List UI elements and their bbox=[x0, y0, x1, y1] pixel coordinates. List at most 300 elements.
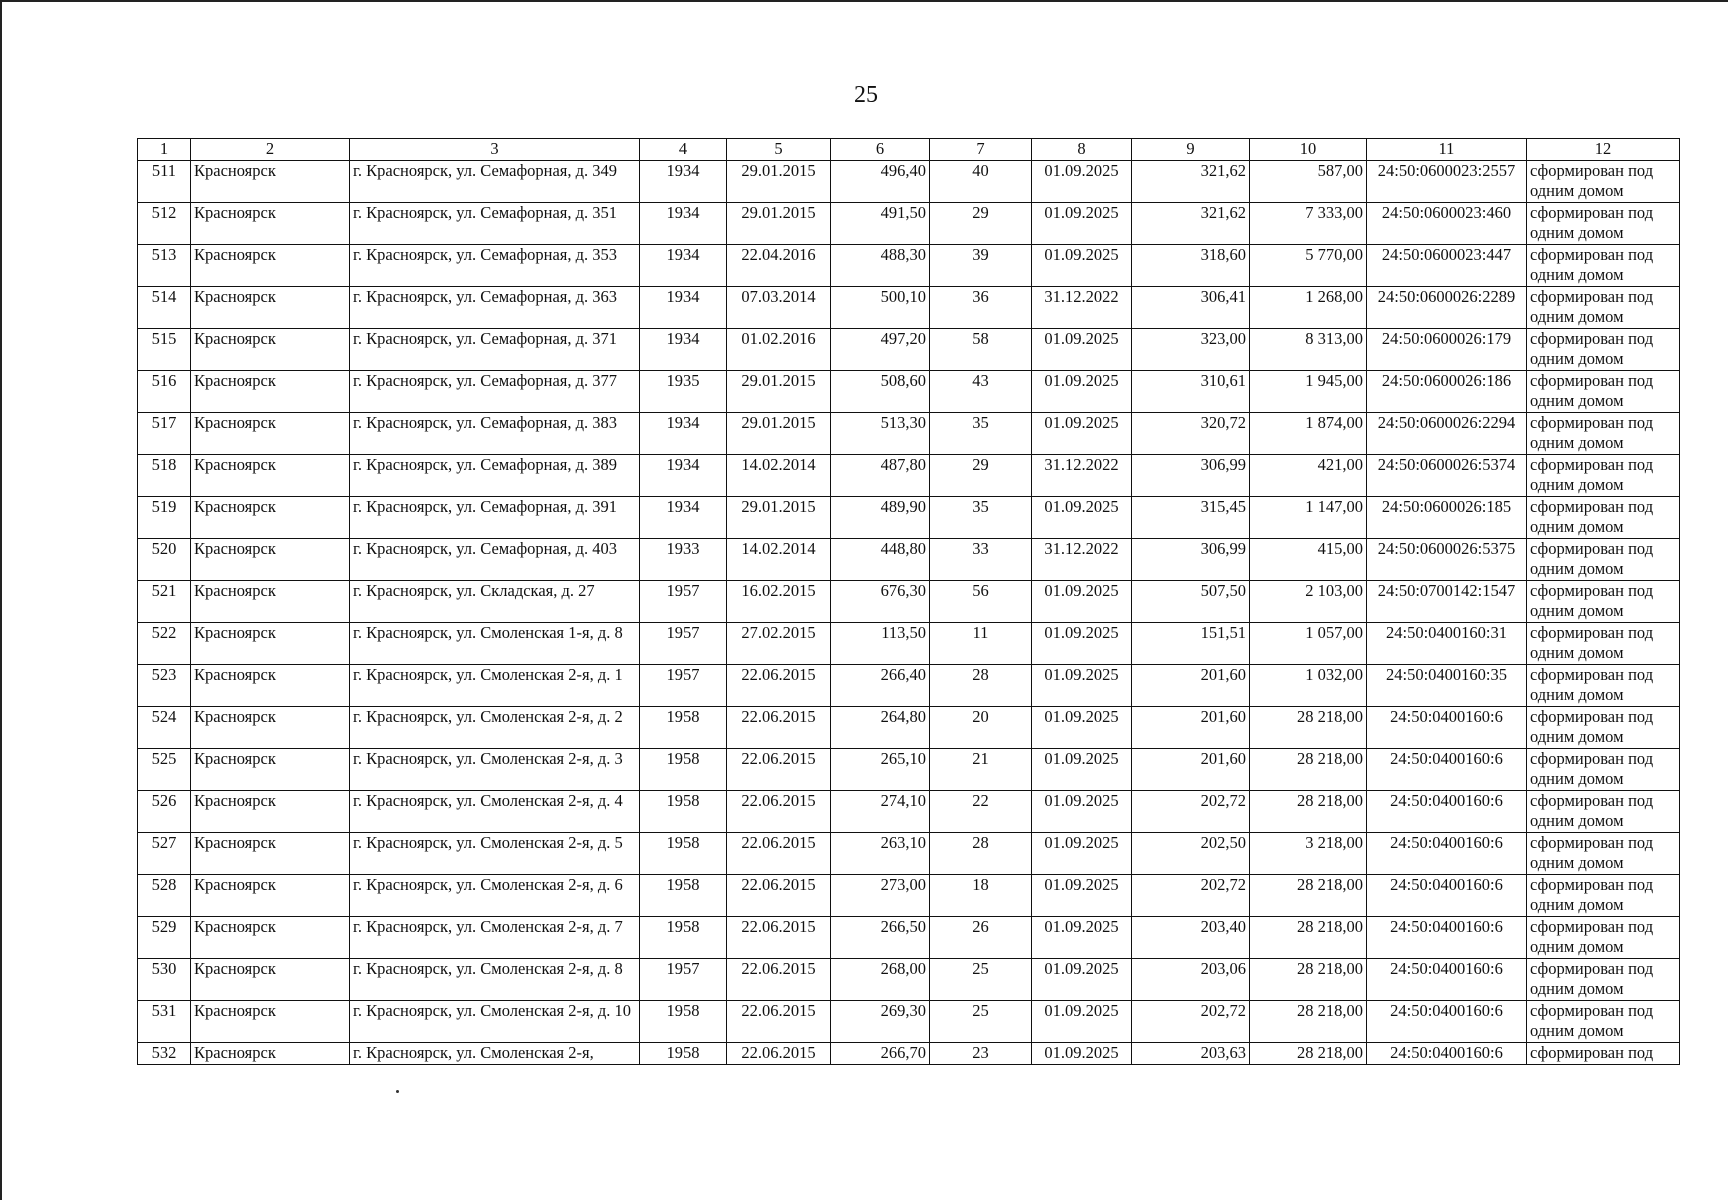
table-row bbox=[138, 371, 1680, 413]
column-8-cell: 01.09.2025 bbox=[1032, 707, 1132, 749]
status-cell: сформирован под одним домом bbox=[1527, 581, 1680, 623]
area-cell: 113,50 bbox=[831, 623, 930, 665]
area-cell: 676,30 bbox=[831, 581, 930, 623]
column-7-cell: 26 bbox=[930, 917, 1032, 959]
table-row bbox=[138, 875, 1680, 917]
status-cell: сформирован под одним домом bbox=[1527, 875, 1680, 917]
status-cell: сформирован под одним домом bbox=[1527, 245, 1680, 287]
row-number: 517 bbox=[138, 413, 191, 455]
area-cell: 263,10 bbox=[831, 833, 930, 875]
column-10-cell: 7 333,00 bbox=[1250, 203, 1367, 245]
area-cell: 265,10 bbox=[831, 749, 930, 791]
column-7-cell: 58 bbox=[930, 329, 1032, 371]
area-cell: 269,30 bbox=[831, 1001, 930, 1043]
address-cell: г. Красноярск, ул. Смоленская 2-я, bbox=[350, 1043, 640, 1065]
column-header: 4 bbox=[640, 139, 727, 161]
area-cell: 487,80 bbox=[831, 455, 930, 497]
date-cell: 22.04.2016 bbox=[727, 245, 831, 287]
table-row bbox=[138, 665, 1680, 707]
column-7-cell: 36 bbox=[930, 287, 1032, 329]
address-cell: г. Красноярск, ул. Семафорная, д. 377 bbox=[350, 371, 640, 413]
year-cell: 1934 bbox=[640, 497, 727, 539]
column-9-cell: 202,72 bbox=[1132, 1001, 1250, 1043]
area-cell: 488,30 bbox=[831, 245, 930, 287]
column-10-cell: 415,00 bbox=[1250, 539, 1367, 581]
date-cell: 27.02.2015 bbox=[727, 623, 831, 665]
date-cell: 16.02.2015 bbox=[727, 581, 831, 623]
column-header: 7 bbox=[930, 139, 1032, 161]
header-row bbox=[138, 139, 1680, 161]
address-cell: г. Красноярск, ул. Смоленская 2-я, д. 8 bbox=[350, 959, 640, 1001]
status-cell: сформирован под одним домом bbox=[1527, 1001, 1680, 1043]
city-cell: Красноярск bbox=[191, 287, 350, 329]
column-9-cell: 321,62 bbox=[1132, 203, 1250, 245]
column-10-cell: 1 874,00 bbox=[1250, 413, 1367, 455]
column-9-cell: 201,60 bbox=[1132, 707, 1250, 749]
cadastral-number-cell: 24:50:0400160:6 bbox=[1367, 875, 1527, 917]
area-cell: 273,00 bbox=[831, 875, 930, 917]
column-8-cell: 01.09.2025 bbox=[1032, 665, 1132, 707]
column-9-cell: 323,00 bbox=[1132, 329, 1250, 371]
column-10-cell: 421,00 bbox=[1250, 455, 1367, 497]
row-number: 514 bbox=[138, 287, 191, 329]
row-number: 518 bbox=[138, 455, 191, 497]
column-7-cell: 40 bbox=[930, 161, 1032, 203]
address-cell: г. Красноярск, ул. Семафорная, д. 353 bbox=[350, 245, 640, 287]
city-cell: Красноярск bbox=[191, 833, 350, 875]
address-cell: г. Красноярск, ул. Смоленская 2-я, д. 2 bbox=[350, 707, 640, 749]
table-row bbox=[138, 161, 1680, 203]
city-cell: Красноярск bbox=[191, 581, 350, 623]
column-8-cell: 01.09.2025 bbox=[1032, 833, 1132, 875]
cadastral-number-cell: 24:50:0400160:31 bbox=[1367, 623, 1527, 665]
column-header: 1 bbox=[138, 139, 191, 161]
column-7-cell: 56 bbox=[930, 581, 1032, 623]
year-cell: 1958 bbox=[640, 875, 727, 917]
date-cell: 22.06.2015 bbox=[727, 959, 831, 1001]
area-cell: 268,00 bbox=[831, 959, 930, 1001]
row-number: 522 bbox=[138, 623, 191, 665]
column-8-cell: 31.12.2022 bbox=[1032, 455, 1132, 497]
date-cell: 29.01.2015 bbox=[727, 497, 831, 539]
date-cell: 07.03.2014 bbox=[727, 287, 831, 329]
city-cell: Красноярск bbox=[191, 245, 350, 287]
column-9-cell: 306,41 bbox=[1132, 287, 1250, 329]
row-number: 513 bbox=[138, 245, 191, 287]
cadastral-number-cell: 24:50:0400160:35 bbox=[1367, 665, 1527, 707]
registry-table bbox=[137, 138, 1680, 1065]
column-8-cell: 01.09.2025 bbox=[1032, 581, 1132, 623]
column-header: 9 bbox=[1132, 139, 1250, 161]
table-row bbox=[138, 581, 1680, 623]
column-8-cell: 01.09.2025 bbox=[1032, 203, 1132, 245]
column-10-cell: 28 218,00 bbox=[1250, 1043, 1367, 1065]
column-10-cell: 1 147,00 bbox=[1250, 497, 1367, 539]
year-cell: 1958 bbox=[640, 791, 727, 833]
date-cell: 14.02.2014 bbox=[727, 539, 831, 581]
area-cell: 266,50 bbox=[831, 917, 930, 959]
row-number: 511 bbox=[138, 161, 191, 203]
cadastral-number-cell: 24:50:0600026:2294 bbox=[1367, 413, 1527, 455]
address-cell: г. Красноярск, ул. Складская, д. 27 bbox=[350, 581, 640, 623]
year-cell: 1957 bbox=[640, 581, 727, 623]
column-10-cell: 28 218,00 bbox=[1250, 917, 1367, 959]
cadastral-number-cell: 24:50:0700142:1547 bbox=[1367, 581, 1527, 623]
date-cell: 22.06.2015 bbox=[727, 1001, 831, 1043]
area-cell: 489,90 bbox=[831, 497, 930, 539]
column-8-cell: 01.09.2025 bbox=[1032, 791, 1132, 833]
row-number: 516 bbox=[138, 371, 191, 413]
city-cell: Красноярск bbox=[191, 497, 350, 539]
table-row bbox=[138, 539, 1680, 581]
column-7-cell: 35 bbox=[930, 413, 1032, 455]
status-cell: сформирован под bbox=[1527, 1043, 1680, 1065]
column-header: 11 bbox=[1367, 139, 1527, 161]
column-10-cell: 8 313,00 bbox=[1250, 329, 1367, 371]
year-cell: 1934 bbox=[640, 455, 727, 497]
year-cell: 1957 bbox=[640, 623, 727, 665]
area-cell: 491,50 bbox=[831, 203, 930, 245]
column-7-cell: 28 bbox=[930, 665, 1032, 707]
row-number: 525 bbox=[138, 749, 191, 791]
area-cell: 496,40 bbox=[831, 161, 930, 203]
row-number: 512 bbox=[138, 203, 191, 245]
column-9-cell: 321,62 bbox=[1132, 161, 1250, 203]
column-9-cell: 151,51 bbox=[1132, 623, 1250, 665]
column-8-cell: 01.09.2025 bbox=[1032, 371, 1132, 413]
table-row bbox=[138, 413, 1680, 455]
cadastral-number-cell: 24:50:0600023:2557 bbox=[1367, 161, 1527, 203]
status-cell: сформирован под одним домом bbox=[1527, 203, 1680, 245]
column-8-cell: 01.09.2025 bbox=[1032, 1043, 1132, 1065]
city-cell: Красноярск bbox=[191, 791, 350, 833]
column-10-cell: 1 945,00 bbox=[1250, 371, 1367, 413]
city-cell: Красноярск bbox=[191, 917, 350, 959]
city-cell: Красноярск bbox=[191, 329, 350, 371]
address-cell: г. Красноярск, ул. Семафорная, д. 351 bbox=[350, 203, 640, 245]
row-number: 523 bbox=[138, 665, 191, 707]
table-row bbox=[138, 497, 1680, 539]
column-8-cell: 01.09.2025 bbox=[1032, 329, 1132, 371]
column-10-cell: 28 218,00 bbox=[1250, 791, 1367, 833]
table-row bbox=[138, 1043, 1680, 1065]
status-cell: сформирован под одним домом bbox=[1527, 707, 1680, 749]
city-cell: Красноярск bbox=[191, 539, 350, 581]
scan-speck bbox=[396, 1090, 399, 1093]
column-7-cell: 33 bbox=[930, 539, 1032, 581]
year-cell: 1933 bbox=[640, 539, 727, 581]
table-row bbox=[138, 833, 1680, 875]
row-number: 515 bbox=[138, 329, 191, 371]
cadastral-number-cell: 24:50:0400160:6 bbox=[1367, 707, 1527, 749]
column-9-cell: 201,60 bbox=[1132, 749, 1250, 791]
address-cell: г. Красноярск, ул. Смоленская 2-я, д. 10 bbox=[350, 1001, 640, 1043]
table-row bbox=[138, 959, 1680, 1001]
status-cell: сформирован под одним домом bbox=[1527, 161, 1680, 203]
date-cell: 22.06.2015 bbox=[727, 749, 831, 791]
column-9-cell: 202,72 bbox=[1132, 875, 1250, 917]
column-9-cell: 202,72 bbox=[1132, 791, 1250, 833]
date-cell: 14.02.2014 bbox=[727, 455, 831, 497]
year-cell: 1957 bbox=[640, 959, 727, 1001]
column-10-cell: 587,00 bbox=[1250, 161, 1367, 203]
table-row bbox=[138, 329, 1680, 371]
column-9-cell: 318,60 bbox=[1132, 245, 1250, 287]
row-number: 519 bbox=[138, 497, 191, 539]
cadastral-number-cell: 24:50:0400160:6 bbox=[1367, 833, 1527, 875]
year-cell: 1934 bbox=[640, 245, 727, 287]
table-row bbox=[138, 623, 1680, 665]
area-cell: 274,10 bbox=[831, 791, 930, 833]
year-cell: 1958 bbox=[640, 707, 727, 749]
column-10-cell: 28 218,00 bbox=[1250, 707, 1367, 749]
column-7-cell: 18 bbox=[930, 875, 1032, 917]
year-cell: 1934 bbox=[640, 287, 727, 329]
date-cell: 22.06.2015 bbox=[727, 707, 831, 749]
cadastral-number-cell: 24:50:0600026:2289 bbox=[1367, 287, 1527, 329]
address-cell: г. Красноярск, ул. Семафорная, д. 383 bbox=[350, 413, 640, 455]
table-row bbox=[138, 1001, 1680, 1043]
column-9-cell: 201,60 bbox=[1132, 665, 1250, 707]
cadastral-number-cell: 24:50:0600023:447 bbox=[1367, 245, 1527, 287]
year-cell: 1957 bbox=[640, 665, 727, 707]
column-header: 12 bbox=[1527, 139, 1680, 161]
table-row bbox=[138, 791, 1680, 833]
column-8-cell: 01.09.2025 bbox=[1032, 959, 1132, 1001]
row-number: 520 bbox=[138, 539, 191, 581]
column-8-cell: 01.09.2025 bbox=[1032, 917, 1132, 959]
address-cell: г. Красноярск, ул. Смоленская 1-я, д. 8 bbox=[350, 623, 640, 665]
address-cell: г. Красноярск, ул. Семафорная, д. 391 bbox=[350, 497, 640, 539]
column-header: 5 bbox=[727, 139, 831, 161]
column-8-cell: 01.09.2025 bbox=[1032, 497, 1132, 539]
column-header: 8 bbox=[1032, 139, 1132, 161]
column-7-cell: 20 bbox=[930, 707, 1032, 749]
address-cell: г. Красноярск, ул. Семафорная, д. 371 bbox=[350, 329, 640, 371]
column-7-cell: 25 bbox=[930, 1001, 1032, 1043]
status-cell: сформирован под одним домом bbox=[1527, 287, 1680, 329]
date-cell: 22.06.2015 bbox=[727, 875, 831, 917]
year-cell: 1934 bbox=[640, 413, 727, 455]
column-9-cell: 203,40 bbox=[1132, 917, 1250, 959]
city-cell: Красноярск bbox=[191, 749, 350, 791]
date-cell: 22.06.2015 bbox=[727, 791, 831, 833]
cadastral-number-cell: 24:50:0600026:179 bbox=[1367, 329, 1527, 371]
column-7-cell: 29 bbox=[930, 203, 1032, 245]
area-cell: 264,80 bbox=[831, 707, 930, 749]
table-row bbox=[138, 203, 1680, 245]
column-7-cell: 21 bbox=[930, 749, 1032, 791]
city-cell: Красноярск bbox=[191, 455, 350, 497]
column-header: 2 bbox=[191, 139, 350, 161]
status-cell: сформирован под одним домом bbox=[1527, 329, 1680, 371]
status-cell: сформирован под одним домом bbox=[1527, 371, 1680, 413]
column-9-cell: 315,45 bbox=[1132, 497, 1250, 539]
column-8-cell: 31.12.2022 bbox=[1032, 539, 1132, 581]
date-cell: 22.06.2015 bbox=[727, 1043, 831, 1065]
column-9-cell: 202,50 bbox=[1132, 833, 1250, 875]
column-10-cell: 1 268,00 bbox=[1250, 287, 1367, 329]
city-cell: Красноярск bbox=[191, 371, 350, 413]
column-10-cell: 2 103,00 bbox=[1250, 581, 1367, 623]
row-number: 531 bbox=[138, 1001, 191, 1043]
date-cell: 22.06.2015 bbox=[727, 833, 831, 875]
column-10-cell: 1 057,00 bbox=[1250, 623, 1367, 665]
column-9-cell: 306,99 bbox=[1132, 455, 1250, 497]
area-cell: 508,60 bbox=[831, 371, 930, 413]
column-8-cell: 01.09.2025 bbox=[1032, 623, 1132, 665]
area-cell: 500,10 bbox=[831, 287, 930, 329]
column-7-cell: 39 bbox=[930, 245, 1032, 287]
area-cell: 448,80 bbox=[831, 539, 930, 581]
column-10-cell: 5 770,00 bbox=[1250, 245, 1367, 287]
date-cell: 29.01.2015 bbox=[727, 203, 831, 245]
address-cell: г. Красноярск, ул. Смоленская 2-я, д. 4 bbox=[350, 791, 640, 833]
column-7-cell: 43 bbox=[930, 371, 1032, 413]
row-number: 528 bbox=[138, 875, 191, 917]
year-cell: 1958 bbox=[640, 749, 727, 791]
city-cell: Красноярск bbox=[191, 665, 350, 707]
column-8-cell: 01.09.2025 bbox=[1032, 161, 1132, 203]
city-cell: Красноярск bbox=[191, 623, 350, 665]
city-cell: Красноярск bbox=[191, 707, 350, 749]
status-cell: сформирован под одним домом bbox=[1527, 497, 1680, 539]
city-cell: Красноярск bbox=[191, 1001, 350, 1043]
table-row bbox=[138, 245, 1680, 287]
city-cell: Красноярск bbox=[191, 203, 350, 245]
area-cell: 513,30 bbox=[831, 413, 930, 455]
column-9-cell: 310,61 bbox=[1132, 371, 1250, 413]
column-8-cell: 01.09.2025 bbox=[1032, 749, 1132, 791]
address-cell: г. Красноярск, ул. Семафорная, д. 349 bbox=[350, 161, 640, 203]
area-cell: 266,70 bbox=[831, 1043, 930, 1065]
status-cell: сформирован под одним домом bbox=[1527, 791, 1680, 833]
year-cell: 1958 bbox=[640, 1043, 727, 1065]
column-8-cell: 01.09.2025 bbox=[1032, 875, 1132, 917]
address-cell: г. Красноярск, ул. Семафорная, д. 389 bbox=[350, 455, 640, 497]
status-cell: сформирован под одним домом bbox=[1527, 413, 1680, 455]
date-cell: 29.01.2015 bbox=[727, 413, 831, 455]
row-number: 532 bbox=[138, 1043, 191, 1065]
cadastral-number-cell: 24:50:0400160:6 bbox=[1367, 791, 1527, 833]
column-header: 6 bbox=[831, 139, 930, 161]
status-cell: сформирован под одним домом bbox=[1527, 833, 1680, 875]
row-number: 530 bbox=[138, 959, 191, 1001]
city-cell: Красноярск bbox=[191, 1043, 350, 1065]
column-9-cell: 320,72 bbox=[1132, 413, 1250, 455]
address-cell: г. Красноярск, ул. Смоленская 2-я, д. 6 bbox=[350, 875, 640, 917]
date-cell: 29.01.2015 bbox=[727, 161, 831, 203]
page-number: 25 bbox=[854, 82, 878, 108]
table-body bbox=[138, 161, 1680, 1065]
cadastral-number-cell: 24:50:0600026:186 bbox=[1367, 371, 1527, 413]
date-cell: 22.06.2015 bbox=[727, 917, 831, 959]
column-header: 10 bbox=[1250, 139, 1367, 161]
table-row bbox=[138, 749, 1680, 791]
year-cell: 1935 bbox=[640, 371, 727, 413]
city-cell: Красноярск bbox=[191, 959, 350, 1001]
cadastral-number-cell: 24:50:0400160:6 bbox=[1367, 1043, 1527, 1065]
table-row bbox=[138, 707, 1680, 749]
status-cell: сформирован под одним домом bbox=[1527, 917, 1680, 959]
year-cell: 1934 bbox=[640, 203, 727, 245]
column-7-cell: 29 bbox=[930, 455, 1032, 497]
column-9-cell: 203,06 bbox=[1132, 959, 1250, 1001]
column-10-cell: 28 218,00 bbox=[1250, 749, 1367, 791]
cadastral-number-cell: 24:50:0400160:6 bbox=[1367, 749, 1527, 791]
column-10-cell: 28 218,00 bbox=[1250, 1001, 1367, 1043]
year-cell: 1958 bbox=[640, 917, 727, 959]
column-8-cell: 01.09.2025 bbox=[1032, 413, 1132, 455]
column-7-cell: 25 bbox=[930, 959, 1032, 1001]
column-header: 3 bbox=[350, 139, 640, 161]
area-cell: 497,20 bbox=[831, 329, 930, 371]
date-cell: 01.02.2016 bbox=[727, 329, 831, 371]
column-8-cell: 01.09.2025 bbox=[1032, 245, 1132, 287]
table-row bbox=[138, 455, 1680, 497]
column-9-cell: 203,63 bbox=[1132, 1043, 1250, 1065]
cadastral-number-cell: 24:50:0600026:5375 bbox=[1367, 539, 1527, 581]
cadastral-number-cell: 24:50:0600026:185 bbox=[1367, 497, 1527, 539]
city-cell: Красноярск bbox=[191, 161, 350, 203]
address-cell: г. Красноярск, ул. Смоленская 2-я, д. 7 bbox=[350, 917, 640, 959]
year-cell: 1934 bbox=[640, 329, 727, 371]
column-7-cell: 35 bbox=[930, 497, 1032, 539]
column-7-cell: 23 bbox=[930, 1043, 1032, 1065]
date-cell: 22.06.2015 bbox=[727, 665, 831, 707]
cadastral-number-cell: 24:50:0400160:6 bbox=[1367, 959, 1527, 1001]
cadastral-number-cell: 24:50:0400160:6 bbox=[1367, 1001, 1527, 1043]
date-cell: 29.01.2015 bbox=[727, 371, 831, 413]
column-7-cell: 11 bbox=[930, 623, 1032, 665]
cadastral-number-cell: 24:50:0600023:460 bbox=[1367, 203, 1527, 245]
column-9-cell: 507,50 bbox=[1132, 581, 1250, 623]
row-number: 521 bbox=[138, 581, 191, 623]
status-cell: сформирован под одним домом bbox=[1527, 539, 1680, 581]
year-cell: 1958 bbox=[640, 1001, 727, 1043]
column-8-cell: 01.09.2025 bbox=[1032, 1001, 1132, 1043]
status-cell: сформирован под одним домом bbox=[1527, 623, 1680, 665]
address-cell: г. Красноярск, ул. Семафорная, д. 363 bbox=[350, 287, 640, 329]
status-cell: сформирован под одним домом bbox=[1527, 665, 1680, 707]
address-cell: г. Красноярск, ул. Смоленская 2-я, д. 5 bbox=[350, 833, 640, 875]
row-number: 526 bbox=[138, 791, 191, 833]
column-10-cell: 28 218,00 bbox=[1250, 959, 1367, 1001]
area-cell: 266,40 bbox=[831, 665, 930, 707]
column-7-cell: 22 bbox=[930, 791, 1032, 833]
city-cell: Красноярск bbox=[191, 875, 350, 917]
cadastral-number-cell: 24:50:0600026:5374 bbox=[1367, 455, 1527, 497]
address-cell: г. Красноярск, ул. Семафорная, д. 403 bbox=[350, 539, 640, 581]
table-row bbox=[138, 287, 1680, 329]
status-cell: сформирован под одним домом bbox=[1527, 749, 1680, 791]
status-cell: сформирован под одним домом bbox=[1527, 455, 1680, 497]
column-10-cell: 3 218,00 bbox=[1250, 833, 1367, 875]
column-10-cell: 1 032,00 bbox=[1250, 665, 1367, 707]
row-number: 527 bbox=[138, 833, 191, 875]
year-cell: 1934 bbox=[640, 161, 727, 203]
row-number: 524 bbox=[138, 707, 191, 749]
year-cell: 1958 bbox=[640, 833, 727, 875]
status-cell: сформирован под одним домом bbox=[1527, 959, 1680, 1001]
cadastral-number-cell: 24:50:0400160:6 bbox=[1367, 917, 1527, 959]
row-number: 529 bbox=[138, 917, 191, 959]
column-7-cell: 28 bbox=[930, 833, 1032, 875]
column-8-cell: 31.12.2022 bbox=[1032, 287, 1132, 329]
address-cell: г. Красноярск, ул. Смоленская 2-я, д. 1 bbox=[350, 665, 640, 707]
city-cell: Красноярск bbox=[191, 413, 350, 455]
column-9-cell: 306,99 bbox=[1132, 539, 1250, 581]
